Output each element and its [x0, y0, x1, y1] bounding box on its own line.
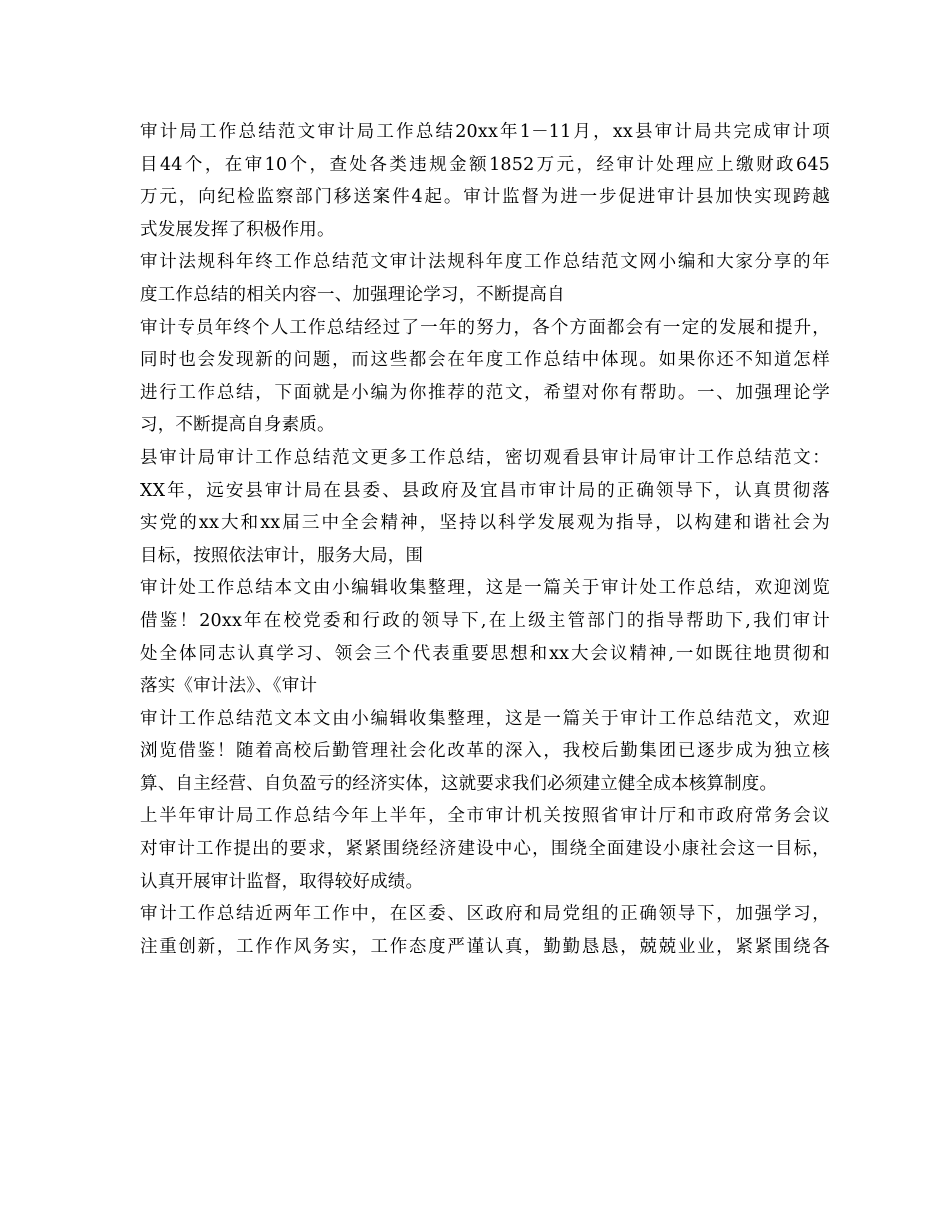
- text-line: 审计专员年终个人工作总结经过了一年的努力，各个方面都会有一定的发展和提升，: [140, 317, 830, 338]
- text-line: 上半年审计局工作总结今年上半年，全市审计机关按照省审计厅和市政府常务会议: [140, 806, 830, 827]
- text-line: 进行工作总结，下面就是小编为你推荐的范文，希望对你有帮助。一、加强理论学: [140, 382, 830, 403]
- paragraph-half-year-summary: [140, 800, 830, 898]
- text-line: 目标，按照依法审计，服务大局，围: [140, 545, 424, 566]
- text-line: 审计工作总结近两年工作中，在区委、区政府和局党组的正确领导下，加强学习，: [140, 904, 830, 925]
- text-line: 注重创新，工作作风务实，工作态度严谨认真，勤勤恳恳，兢兢业业，紧紧围绕各: [140, 936, 830, 957]
- text-line: 同时也会发现新的问题，而这些都会在年度工作总结中体现。如果你还不知道怎样: [140, 350, 830, 371]
- text-line: 浏览借鉴！随着高校后勤管理社会化改革的深入，我校后勤集团已逐步成为独立核: [140, 741, 830, 762]
- text-line: 审计法规科年终工作总结范文审计法规科年度工作总结范文网小编和大家分享的年: [140, 252, 830, 273]
- text-line: 审计工作总结范文本文由小编辑收集整理，这是一篇关于审计工作总结范文，欢迎: [140, 708, 830, 729]
- paragraph-legal-section-summary: [140, 246, 830, 311]
- text-line: 处全体同志认真学习、领会三个代表重要思想和xx大会议精神,一如既往地贯彻和: [140, 643, 830, 664]
- paragraph-two-year-summary: [140, 898, 830, 963]
- paragraph-audit-office-summary: [140, 572, 830, 702]
- text-line: 县审计局审计工作总结范文更多工作总结，密切观看县审计局审计工作总结范文：: [140, 447, 830, 468]
- text-line: 度工作总结的相关内容一、加强理论学习，不断提高自: [140, 284, 565, 305]
- text-line: 万元，向纪检监察部门移送案件4起。审计监督为进一步促进审计县加快实现跨越: [140, 187, 830, 208]
- text-line: 审计处工作总结本文由小编辑收集整理，这是一篇关于审计处工作总结，欢迎浏览: [140, 578, 830, 599]
- text-line: 审计局工作总结范文审计局工作总结20xx年1－11月，xx县审计局共完成审计项: [140, 122, 830, 142]
- text-line: 借鉴！20xx年在校党委和行政的领导下,在上级主管部门的指导帮助下,我们审计: [140, 610, 830, 631]
- text-line: 认真开展审计监督，取得较好成绩。: [140, 871, 424, 892]
- text-line: 实党的xx大和xx届三中全会精神，坚持以科学发展观为指导，以构建和谐社会为: [140, 513, 830, 534]
- paragraph-audit-work-sample: [140, 703, 830, 801]
- text-line: 落实《审计法》、《审计: [140, 676, 318, 697]
- paragraph-auditor-personal-summary: [140, 312, 830, 442]
- text-line: XX年，远安县审计局在县委、县政府及宜昌市审计局的正确领导下，认真贯彻落: [140, 480, 830, 501]
- paragraph-county-audit-summary: [140, 442, 830, 572]
- text-line: 算、自主经营、自负盈亏的经济实体，这就要求我们必须建立健全成本核算制度。: [140, 773, 778, 794]
- text-line: 目44个，在审10个，查处各类违规金额1852万元，经审计处理应上缴财政645: [140, 154, 830, 175]
- paragraph-audit-bureau-summary: [140, 116, 830, 246]
- document-body: [140, 116, 830, 963]
- text-line: 习，不断提高自身素质。: [140, 415, 335, 436]
- text-line: 对审计工作提出的要求，紧紧围绕经济建设中心，围绕全面建设小康社会这一目标，: [140, 839, 830, 860]
- text-line: 式发展发挥了积极作用。: [140, 219, 335, 240]
